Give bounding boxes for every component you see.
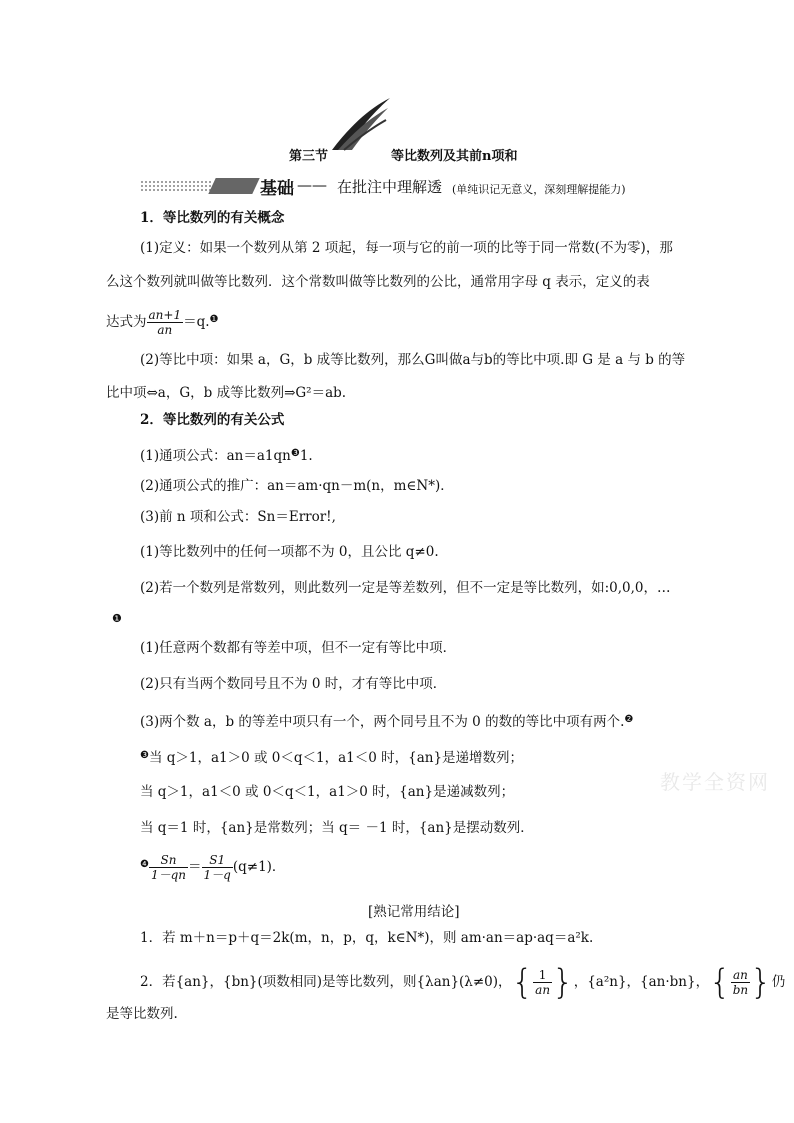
banner-dash: —— [297,176,327,194]
banner-subtitle: 在批注中理解透 [337,178,443,196]
c2-fraction-1 [533,968,552,997]
note-9 [140,850,285,882]
n9-f2-den: 1－q [203,868,231,882]
n9-tail: (q≠1)． [232,859,286,875]
note-7: 当 q＞1，a1＜0 或 0＜q＜1，a1＞0 时，{an}是递减数列； [140,784,515,800]
def-line2: 么这个数列就叫做等比数列．这个常数叫做等比数列的公比，通常用字母 q 表示，定义的表 [106,274,650,290]
def-frac-den: an [157,323,173,337]
note-6 [140,746,523,768]
note-1: (1)等比数列中的任何一项都不为 0，且公比 q≠0. [140,544,439,560]
def-frac-num: an+1 [148,308,182,322]
n9-fraction-2 [202,853,233,882]
note-4: (2)只有当两个数同号且不为 0 时，才有等比中项． [140,676,447,692]
f1-text: (1)通项公式：an＝a1qn [140,448,291,464]
right-brace-2: } [750,962,772,1003]
c2-f1-den: an [535,983,551,997]
note-mark-4: ❹ [140,859,149,870]
note-8: 当 q＝1 时，{an}是常数列；当 q＝ －1 时，{an}是摆动数列． [140,820,534,836]
note-mark-3b: ❸ [140,750,149,761]
page-title: 等比数列及其前n项和 [391,149,518,164]
note-mark-2: ❷ [624,714,634,725]
left-brace: { [511,962,534,1003]
sec1-heading: 1．等比数列的有关概念 [140,210,285,226]
sec2-heading: 2．等比数列的有关公式 [140,412,285,428]
def-prefix: 达式为 [106,314,147,330]
n9-fraction-1 [149,853,188,882]
left-brace-2: { [709,962,731,1003]
formula-sum: (3)前 n 项和公式：Sn＝Error!, [140,509,336,525]
watermark: 教学全资网 [660,770,770,794]
note-mark-1: ❶ [209,314,219,325]
header-swoosh-logo [330,96,392,152]
note-2: (2)若一个数列是常数列，则此数列一定是等差数列，但不一定是等比数列，如:0,0,0，… [140,580,671,596]
mid-line2: 比中项⇔a，G，b 成等比数列⇒G²＝ab. [106,385,347,401]
n5-text: (3)两个数 a，b 的等差中项只有一个，两个同号且不为 0 的数的等比中项有两个. [140,714,625,730]
mid-line1: (2)等比中项：如果 a，G，b 成等比数列，那么G叫做a与b的等比中项.即 G 是 a 与 b 的等 [140,352,686,368]
n9-eq: ＝ [188,859,202,875]
c2-f1-num: 1 [533,968,552,983]
formula-general-term [140,444,313,466]
banner-note: (单纯识记无意义，深刻理解提能力) [452,183,626,196]
note-mark-3a: ❸ [290,448,300,459]
banner-dotted-bar [140,180,212,192]
def-fraction [147,308,184,337]
n9-f1-den: 1－qn [150,868,187,882]
note-mark-solo: ❶ [112,612,122,625]
n9-f1-num: Sn [149,853,188,868]
c2-f2-den: bn [732,983,749,997]
n9-f2-num: S1 [202,853,233,868]
def-line1: (1)定义：如果一个数列从第 2 项起，每一项与它的前一项的比等于同一常数(不为零)，那 [140,240,673,256]
c2-mid: ，{a²n}，{an·bn}， [573,974,710,990]
section-number: 第三节 [289,149,329,164]
conclusion-2 [140,962,785,1002]
def-suffix: ＝q. [183,314,210,330]
banner-main: 基础 [260,179,294,199]
right-brace: } [552,962,574,1003]
formula-generalization: (2)通项公式的推广：an＝am·qn－m(n，m∈N*)． [140,478,454,494]
def-line3 [106,305,218,337]
c2-tail: 仍 [771,974,786,990]
f1-tail: 1. [299,448,313,464]
note-3: (1)任意两个数都有等差中项，但不一定有等比中项． [140,640,457,656]
conclusion-3: 是等比数列. [106,1006,178,1022]
conclusion-1: 1．若 m＋n＝p＋q＝2k(m，n，p，q，k∈N*)，则 am·an＝ap·aq＝a²k. [140,930,594,946]
c2-fraction-2 [731,968,750,997]
conclusions-heading: [熟记常用结论] [368,904,460,920]
c2-pre: 2．若{an}，{bn}(项数相同)是等比数列，则{λan}(λ≠0)， [140,974,512,990]
n6-text: 当 q＞1，a1＞0 或 0＜q＜1，a1＜0 时，{an}是递增数列； [148,750,524,766]
banner-gray-bar [208,178,259,194]
c2-f2-num: an [731,968,750,983]
note-5 [140,710,633,732]
